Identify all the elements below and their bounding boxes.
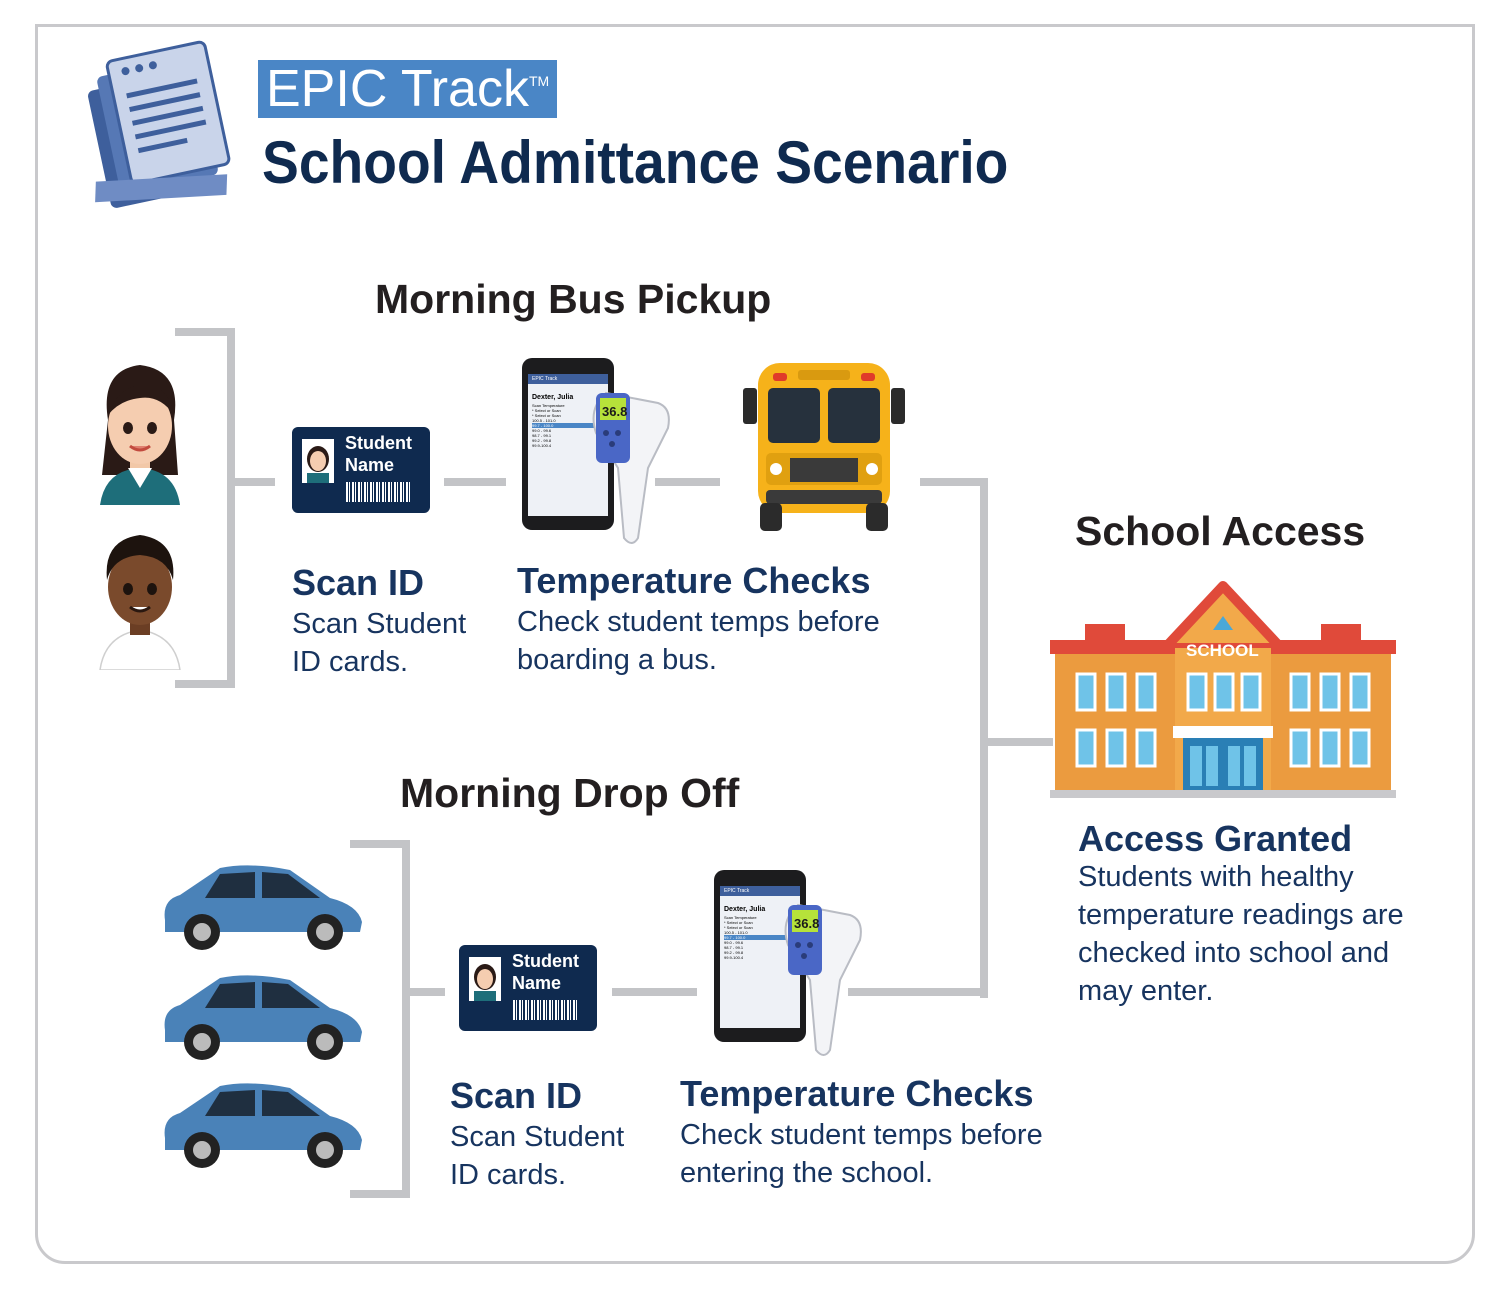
school-building-icon	[1045, 578, 1401, 800]
dropoff-scan-desc: Scan Student ID cards.	[450, 1121, 625, 1191]
connector	[444, 478, 506, 486]
connector	[402, 840, 410, 1198]
school-bus-icon	[738, 358, 910, 536]
bus-section-title: Morning Bus Pickup	[375, 276, 772, 322]
school-sign: SCHOOL	[1186, 641, 1259, 660]
student-id-card	[459, 945, 597, 1031]
connector	[350, 840, 410, 848]
student-boy-avatar	[95, 525, 185, 670]
phone-row: 98.7 - 99.1	[724, 945, 744, 950]
dropoff-section-title: Morning Drop Off	[400, 770, 740, 816]
phone-option: * Select or Scan	[724, 920, 753, 925]
phone-row: 99.7 - 100.0	[532, 423, 608, 428]
phone-row: 100.5 - 101.0	[724, 930, 748, 935]
id-card-line2: Name	[345, 455, 395, 475]
phone-row: 99.0 - 99.6	[532, 428, 552, 433]
brand-badge	[258, 60, 557, 118]
id-photo-icon	[302, 439, 334, 483]
id-photo-icon	[469, 957, 501, 1001]
phone-label: Scan Temperature	[532, 403, 565, 408]
phone-row: 99.2 - 99.8	[724, 950, 744, 955]
trademark: TM	[528, 73, 550, 89]
thermometer-icon	[588, 388, 673, 548]
access-granted-title: Access Granted	[1078, 818, 1353, 859]
id-card-line2: Name	[512, 973, 562, 993]
connector	[227, 328, 235, 688]
phone-row: 99.0 - 99.6	[724, 940, 744, 945]
phone-thermometer-device	[522, 358, 672, 548]
dropoff-temp-desc: Check student temps before entering the school.	[680, 1119, 1043, 1189]
thermometer-reading: 36.8	[794, 916, 820, 931]
student-id-card	[292, 427, 430, 513]
access-section-title: School Access	[1075, 508, 1366, 554]
car-icon	[160, 1078, 366, 1170]
phone-row: 100.5 - 101.0	[532, 418, 556, 423]
access-granted-desc: Students with healthy temperature readings are checked into school and may enter.	[1078, 861, 1404, 1007]
bus-temp-title: Temperature Checks	[517, 560, 871, 601]
connector	[848, 988, 988, 996]
thermometer-icon	[780, 900, 865, 1060]
phone-patient: Dexter, Julia	[532, 394, 574, 401]
phone-row: 99.2 - 99.8	[532, 438, 552, 443]
phone-app-title: EPIC Track	[528, 374, 608, 384]
connector	[175, 680, 235, 688]
phone-app-title: EPIC Track	[720, 886, 800, 896]
brand-name: EPIC Track	[266, 60, 529, 118]
bus-temp-desc: Check student temps before boarding a bus.	[517, 606, 880, 676]
connector	[350, 1190, 410, 1198]
connector	[175, 328, 235, 336]
connector	[612, 988, 697, 996]
dropoff-scan-title: Scan ID	[450, 1075, 583, 1116]
barcode-icon	[346, 482, 412, 502]
id-card-line1: Student	[512, 951, 579, 971]
student-girl-avatar	[90, 360, 190, 505]
phone-patient: Dexter, Julia	[724, 906, 766, 913]
thermometer-reading: 36.8	[602, 404, 628, 419]
bus-scan-desc: Scan Student ID cards.	[292, 608, 467, 678]
connector	[980, 478, 988, 998]
page-title: School Admittance Scenario	[262, 129, 1009, 196]
id-card-line1: Student	[345, 433, 412, 453]
phone-option: * Select or Scan	[532, 408, 561, 413]
phone-row: 99.9-100.4	[532, 443, 552, 448]
car-icon	[160, 970, 366, 1062]
phone-row: 99.7 - 100.0	[724, 935, 800, 940]
car-icon	[160, 860, 366, 952]
connector	[920, 478, 988, 486]
connector	[410, 988, 445, 996]
document-icon	[66, 38, 246, 208]
phone-option: * Select or Scan	[532, 413, 561, 418]
phone-label: Scan Temperature	[724, 915, 757, 920]
bus-scan-title: Scan ID	[292, 562, 425, 603]
phone-option: * Select or Scan	[724, 925, 753, 930]
phone-row: 99.9-100.4	[724, 955, 744, 960]
barcode-icon	[513, 1000, 579, 1020]
connector	[235, 478, 275, 486]
dropoff-temp-title: Temperature Checks	[680, 1073, 1034, 1114]
phone-thermometer-device	[714, 870, 864, 1060]
connector	[988, 738, 1053, 746]
phone-row: 98.7 - 99.1	[532, 433, 552, 438]
